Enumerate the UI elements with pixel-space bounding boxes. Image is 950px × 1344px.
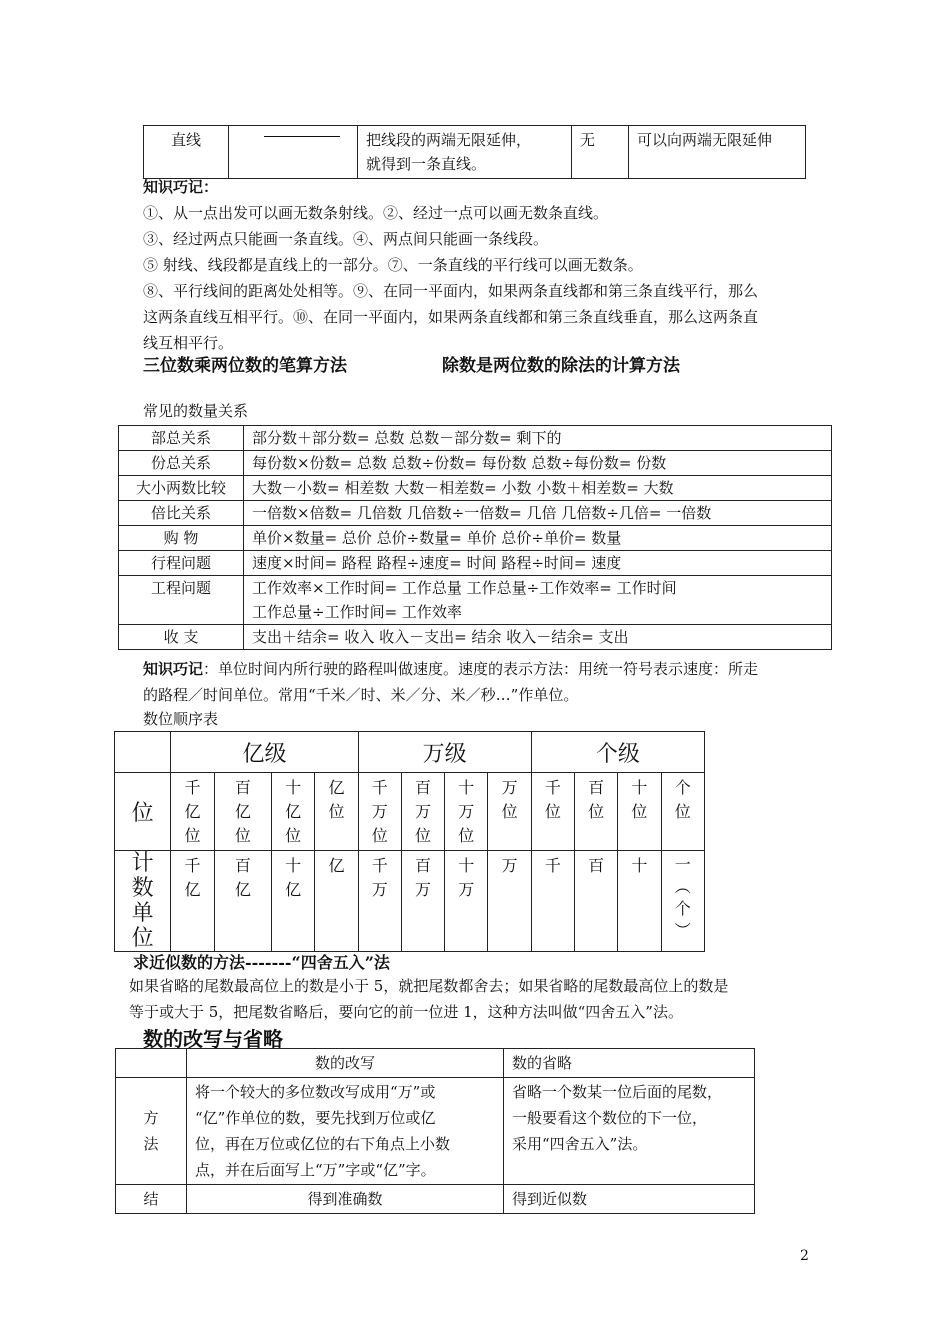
tips-title: 知识巧记：: [143, 178, 219, 196]
heading-division: 除数是两位数的除法的计算方法: [442, 356, 680, 376]
line-name-cell: 直线: [144, 126, 229, 179]
line-desc-cell: 把线段的两端无限延伸， 就得到一条直线。: [358, 126, 572, 179]
method-rewrite-cell: 将一个较大的多位数改写成用“万”或 “亿”作单位的数，要先找到万位或亿 位，再在万位或亿位的右下角点上小数 点，并在后面写上“万”字或“亿”字。: [187, 1078, 504, 1185]
result-omit-cell: 得到近似数: [504, 1185, 755, 1214]
table-row: 行程问题 速度×时间= 路程 路程÷速度= 时间 路程÷时间= 速度: [119, 551, 832, 576]
page-number: 2: [800, 1248, 809, 1264]
place-cell: 千 万 位: [358, 773, 401, 851]
row-label-result: 结: [116, 1185, 187, 1214]
tips-line: ⑧、平行线间的距离处处相等。⑨、在同一平面内，如果两条直线都和第三条直线平行，那么: [143, 282, 759, 300]
unit-cell: 十 亿: [272, 851, 315, 952]
rounding-title: 求近似数的方法-------“四舍五入”法: [133, 953, 390, 972]
unit-cell: 千 亿: [171, 851, 214, 952]
line-figure: [264, 136, 340, 137]
relations-table: [118, 425, 832, 650]
place-cell: 亿 位: [315, 773, 358, 851]
place-cell: 百 万 位: [401, 773, 444, 851]
rewrite-title: 数的改写与省略: [143, 1027, 283, 1051]
row-label-method: 方 法: [116, 1078, 187, 1185]
place-cell: 十 万 位: [445, 773, 488, 851]
tips-line: 这两条直线互相平行。⑩、在同一平面内，如果两条直线都和第三条直线垂直，那么这两条直: [143, 308, 759, 326]
table-row: 份总关系 每份数×份数= 总数 总数÷份数= 每份数 总数÷每份数= 份数: [119, 451, 832, 476]
place-cell: 十 位: [618, 773, 661, 851]
unit-cell: 万: [488, 851, 531, 952]
col-rewrite: 数的改写: [187, 1049, 504, 1078]
level-yi: 亿级: [171, 732, 358, 773]
place-cell: 万 位: [488, 773, 531, 851]
table-row: 倍比关系 一倍数×倍数= 几倍数 几倍数÷一倍数= 几倍 几倍数÷几倍= 一倍数: [119, 501, 832, 526]
row-label-unit: 计 数 单 位: [115, 851, 171, 952]
place-cell: 十 亿 位: [272, 773, 315, 851]
table-row: 部总关系 部分数＋部分数= 总数 总数－部分数= 剩下的: [119, 426, 832, 451]
unit-cell: 千 万: [358, 851, 401, 952]
line-endpoint-cell: 无: [572, 126, 629, 179]
row-label-place: 位: [115, 773, 171, 851]
unit-cell: 一 ︵ 个 ︶: [661, 851, 704, 952]
rewrite-table: [115, 1048, 755, 1214]
tips-block-1: [143, 174, 823, 356]
level-ge: 个级: [531, 732, 704, 773]
tips-block-2: 知识巧记：单位时间内所行驶的路程叫做速度。速度的表示方法：用统一符号表示速度：所走 的路程／时间单位。常用“千米／时、米／分、米／秒…”作单位。: [143, 660, 759, 704]
line-extend-cell: 可以向两端无限延伸: [629, 126, 806, 179]
tips-line: ⑤ 射线、线段都是直线上的一部分。⑦、一条直线的平行线可以画无数条。: [143, 256, 643, 274]
place-cell: 百 亿 位: [214, 773, 271, 851]
place-cell: 千 亿 位: [171, 773, 214, 851]
heading-multiplication: 三位数乘两位数的笔算方法: [143, 356, 347, 376]
unit-cell: 亿: [315, 851, 358, 952]
table-row: 收 支 支出＋结余= 收入 收入－支出= 结余 收入－结余= 支出: [119, 625, 832, 650]
line-figure-cell: [229, 126, 358, 179]
rounding-text: 如果省略的尾数最高位上的数是小于 5，就把尾数都舍去；如果省略的尾数最高位上的数是 等于或大于 5，把尾数省略后，要向它的前一位进 1，这种方法叫做“四舍五入”法。: [129, 977, 729, 1021]
unit-cell: 百: [575, 851, 618, 952]
unit-cell: 十: [618, 851, 661, 952]
level-wan: 万级: [358, 732, 531, 773]
digits-caption: 数位顺序表: [143, 710, 219, 728]
unit-cell: 千: [531, 851, 574, 952]
place-cell: 个 位: [661, 773, 704, 851]
place-cell: 百 位: [575, 773, 618, 851]
method-omit-cell: 省略一个数某一位后面的尾数， 一般要看这个数位的下一位， 采用“四舍五入”法。: [504, 1078, 755, 1185]
col-omit: 数的省略: [504, 1049, 755, 1078]
tips-line: ①、从一点出发可以画无数条射线。②、经过一点可以画无数条直线。: [143, 204, 609, 222]
table-row: 工程问题 工作效率×工作时间= 工作总量 工作总量÷工作效率= 工作时间 工作总量÷工作时间= 工作效率: [119, 576, 832, 625]
tips-line: 线互相平行。: [143, 334, 234, 352]
digit-order-table: [114, 731, 705, 952]
table-row: 大小两数比较 大数－小数= 相差数 大数－相差数= 小数 小数＋相差数= 大数: [119, 476, 832, 501]
table-row: 购 物 单价×数量= 总价 总价÷数量= 单价 总价÷单价= 数量: [119, 526, 832, 551]
line-table: [143, 125, 806, 179]
tips-line: ③、经过两点只能画一条直线。④、两点间只能画一条线段。: [143, 230, 549, 248]
unit-cell: 十 万: [445, 851, 488, 952]
relations-caption: 常见的数量关系: [143, 402, 249, 420]
unit-cell: 百 万: [401, 851, 444, 952]
result-rewrite-cell: 得到准确数: [187, 1185, 504, 1214]
place-cell: 千 位: [531, 773, 574, 851]
unit-cell: 百 亿: [214, 851, 271, 952]
